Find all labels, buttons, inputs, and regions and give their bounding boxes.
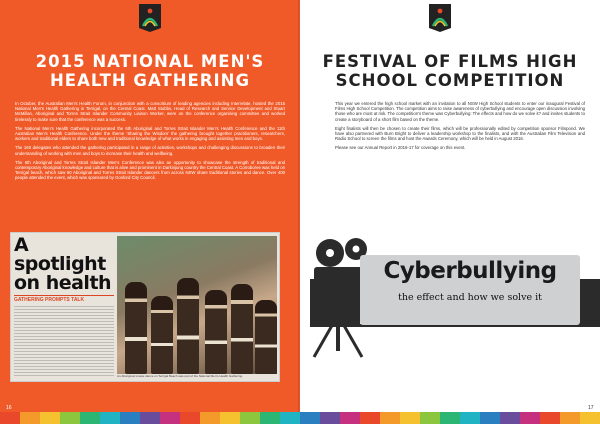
page-number: 17 <box>588 405 594 411</box>
dancer-figure <box>205 290 227 374</box>
colour-stripe-footer <box>0 412 600 424</box>
clipping-text-column <box>14 236 114 380</box>
stripe-segment <box>100 412 120 424</box>
dancer-figure <box>151 296 173 374</box>
paragraph: Eight finalists will then be chosen to create their films, which will be professionally edited by competition sponsor Filmpond. We have also partnered with Burn Bright to deliver a leadership workshop to the finalists, and with the Australian Film Television and Radio School to screen the films and host the Awards Ceremony, which will be held in August 2016. <box>335 125 585 142</box>
stripe-segment <box>340 412 360 424</box>
stripe-segment <box>240 412 260 424</box>
stripe-segment <box>320 412 340 424</box>
right-page <box>300 0 600 424</box>
stripe-segment <box>160 412 180 424</box>
stripe-segment <box>560 412 580 424</box>
stripe-segment <box>280 412 300 424</box>
stripe-segment <box>200 412 220 424</box>
stripe-segment <box>140 412 160 424</box>
page-title: 2015 NATIONAL MEN'S HEALTH GATHERING <box>35 52 265 90</box>
page-number: 16 <box>6 405 12 411</box>
paragraph: The 6th Aboriginal and Torres Strait Islander Men's Conference was also an opportunity to showcase the strength of traditional and contemporary Aboriginal knowledge and culture that is alive and prominent in Darkinjung country the Central Coast. A Corroboree was held on Terrigal beach, which saw 60 Aboriginal and Torres Strait Islander dancers from across NSW share traditional stories and dance. Over 400 people attended the event, which was sponsored by Gosford City Council. <box>15 159 285 181</box>
dancer-figure <box>177 278 199 374</box>
clipping-subhead: GATHERING PROMPTS TALK <box>14 295 114 303</box>
stripe-segment <box>460 412 480 424</box>
stripe-segment <box>300 412 320 424</box>
stripe-segment <box>40 412 60 424</box>
stripe-segment <box>540 412 560 424</box>
page-title: FESTIVAL OF FILMS HIGH SCHOOL COMPETITION <box>322 52 578 90</box>
book-spine-shadow <box>298 0 302 424</box>
banner-subtitle: the effect and how we solve it <box>398 292 542 303</box>
paragraph: The National Men's Health Gathering incorporated the 6th Aboriginal and Torres Strait Islander Men's Health Conference and the 11th Australian Men's Health Conference. Under the theme 'Sharing the Wisdom' the gathering brought together practitioners, researchers, workers and traditional elders to share both new and traditional knowledge of what works in engaging and assisting men and boys. <box>15 125 285 142</box>
stripe-segment <box>440 412 460 424</box>
stripe-segment <box>80 412 100 424</box>
paragraph: Please see our Annual Report in 2016-17 for coverage on this event. <box>335 145 466 151</box>
article-body <box>15 101 285 185</box>
stripe-segment <box>180 412 200 424</box>
stripe-segment <box>480 412 500 424</box>
stripe-segment <box>380 412 400 424</box>
dancer-figure <box>231 284 253 374</box>
organisation-logo-icon <box>429 4 451 32</box>
stripe-segment <box>20 412 40 424</box>
newspaper-clipping <box>10 232 280 382</box>
stripe-segment <box>260 412 280 424</box>
organisation-logo-icon <box>139 4 161 32</box>
stripe-segment <box>220 412 240 424</box>
paragraph: The 160 delegates who attended the gathering participated in a range of activities, workshops and challenging discussions to broaden their understanding of working with men and boys to increase their health and wellbeing. <box>15 145 285 156</box>
clipping-body-lines <box>14 306 114 376</box>
paragraph: This year we entered the high school market with an invitation to all NSW High School students to enter our inaugural Festival of Films High School Competition. The competition aims to raise awareness of cyberbullying and encourage open discussion involving those who are most at risk. The competition's theme was Cyberbullying: The effects and how do we solve it? and invites students to create a storyboard of a short film based on the theme. <box>335 101 585 122</box>
dancer-figure <box>255 300 277 374</box>
stripe-segment <box>500 412 520 424</box>
stripe-segment <box>0 412 20 424</box>
clipping-headline: A spotlight on health <box>14 234 112 294</box>
dancer-figure <box>125 282 147 374</box>
banner-title: Cyberbullying <box>383 258 557 284</box>
article-body <box>335 101 585 155</box>
stripe-segment <box>400 412 420 424</box>
stripe-segment <box>420 412 440 424</box>
clipping-caption: An Aboriginal smoke dance on Terrigal Beach was part of the National Men's Health Gathering. <box>117 374 243 378</box>
stripe-segment <box>120 412 140 424</box>
corroboree-photo <box>117 236 277 374</box>
stripe-segment <box>360 412 380 424</box>
stripe-segment <box>520 412 540 424</box>
paragraph: In October, the Australian Men's Health Forum, in conjunction with a consortium of leading agencies including Interrelate, hosted the 2015 National Men's Health Gathering in Terrigal, on the Central Coast. Matt Stubbs, Head of Research and Service Development and Stuart McMillan, Aboriginal and Torres Strait Islander Community Liaison Worker, were on the conference organising committee and worked tirelessly to make sure that the conference was a success. <box>15 101 285 122</box>
stripe-segment <box>60 412 80 424</box>
stripe-segment <box>580 412 600 424</box>
tripod-leg <box>336 301 340 351</box>
